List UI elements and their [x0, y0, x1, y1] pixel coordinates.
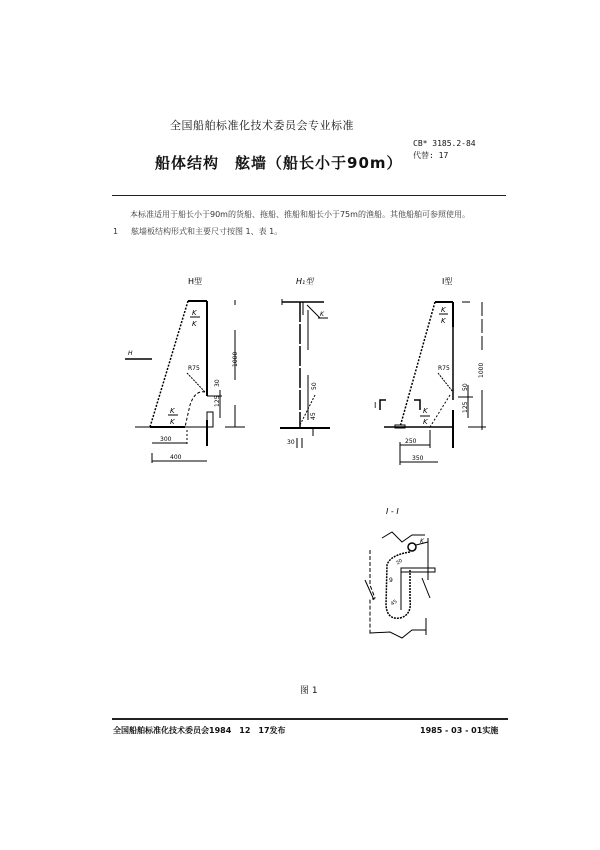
svg-text:R75: R75 [188, 365, 200, 372]
standard-code: CB* 3185.2-84 [413, 139, 476, 148]
svg-text:K: K [320, 311, 324, 318]
svg-text:350: 350 [412, 455, 424, 462]
figure-label: I - I [386, 507, 399, 516]
svg-text:125: 125 [214, 395, 221, 407]
svg-text:300: 300 [160, 436, 172, 443]
svg-text:125: 125 [462, 401, 469, 413]
clause-text: 舷墙板结构形式和主要尺寸按图 1、表 1。 [131, 227, 283, 236]
svg-text:I: I [374, 401, 377, 410]
svg-text:1000: 1000 [232, 351, 239, 367]
document-title: 船体结构 舷墙（船长小于90m） [155, 154, 403, 172]
svg-text:K: K [423, 418, 428, 426]
figure-label: H₁型 [296, 277, 314, 286]
svg-text:50: 50 [462, 383, 469, 391]
svg-text:R75: R75 [438, 365, 450, 372]
svg-text:20: 20 [395, 557, 404, 567]
figure-label: H型 [188, 277, 203, 286]
svg-text:K: K [192, 320, 197, 328]
svg-text:K: K [441, 317, 446, 325]
svg-text:K: K [170, 407, 175, 415]
standard-code-block [413, 138, 476, 162]
svg-text:H: H [128, 350, 133, 357]
classification: 代替: 17 [413, 151, 449, 160]
svg-text:K: K [423, 407, 428, 415]
issuing-organization: 全国船舶标准化技术委员会专业标准 [170, 119, 354, 132]
svg-text:30: 30 [287, 439, 295, 446]
effective-date: 1985 - 03 - 01实施 [420, 726, 499, 735]
figure-h1-type [260, 270, 350, 450]
svg-text:30: 30 [214, 379, 221, 387]
figure-caption: 图 1 [300, 686, 318, 696]
svg-text:K: K [170, 418, 175, 426]
scope-paragraph: 本标准适用于船长小于90m的货船、拖船、推船和船长小于75m的渔船。其他船舶可参照使用。 [130, 210, 470, 219]
svg-text:1000: 1000 [478, 362, 485, 378]
svg-text:400: 400 [170, 454, 182, 461]
svg-text:K: K [441, 306, 446, 314]
clause-number: 1 [113, 227, 119, 236]
issue-date: 全国船舶标准化技术委员会1984 12 17发布 [113, 726, 286, 735]
figure-h-type [110, 270, 250, 480]
svg-text:250: 250 [405, 438, 417, 445]
header-divider [112, 195, 506, 196]
svg-text:9: 9 [389, 577, 393, 584]
footer-divider [112, 718, 508, 720]
clause-1 [113, 226, 282, 237]
svg-text:45: 45 [310, 412, 317, 420]
figure-i-type [370, 270, 510, 470]
svg-text:50: 50 [311, 382, 318, 390]
figure-section-i-i [340, 500, 460, 650]
figure-label: I型 [442, 277, 453, 286]
svg-text:K: K [420, 538, 424, 545]
svg-text:K: K [192, 309, 197, 317]
svg-text:45: 45 [389, 598, 399, 608]
